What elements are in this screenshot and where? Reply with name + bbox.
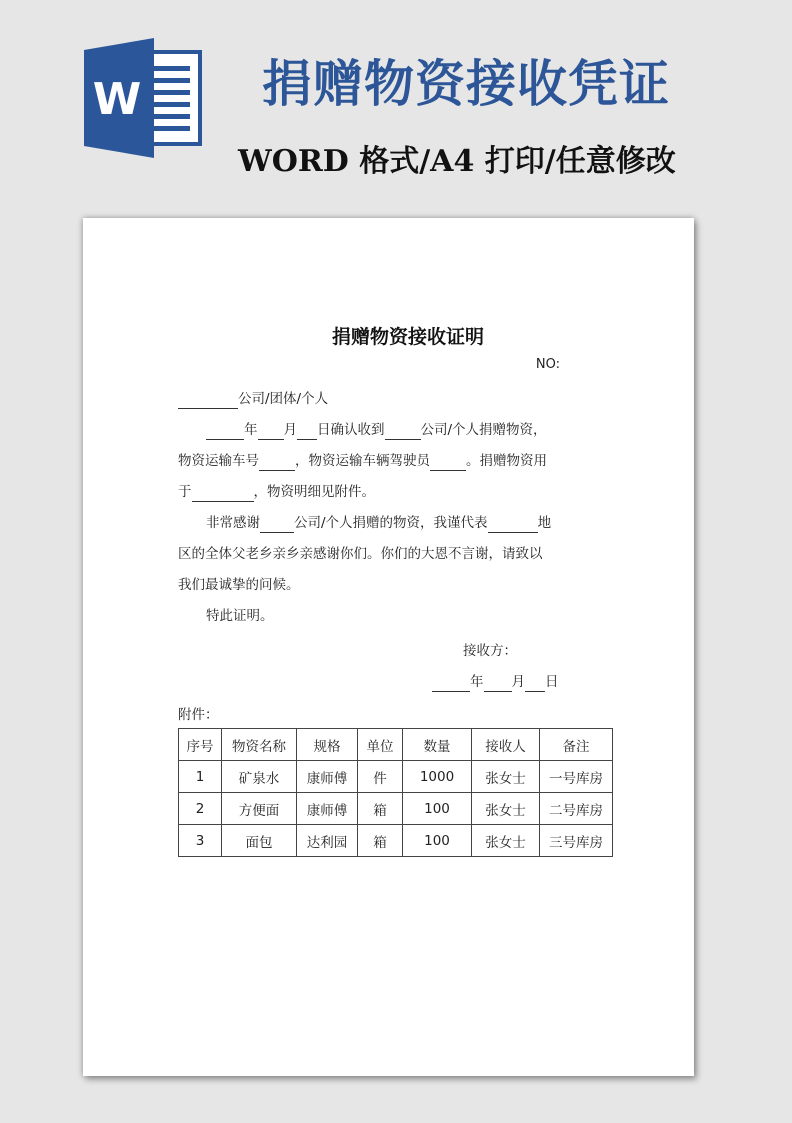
banner-title: 捐赠物资接收凭证 xyxy=(262,54,670,113)
blank-field[interactable] xyxy=(297,421,317,440)
table-header-cell: 备注 xyxy=(540,729,613,761)
line-sign-date xyxy=(178,667,618,698)
attachment-label: 附件： xyxy=(178,707,219,723)
line-thanks xyxy=(178,508,618,539)
table-header-cell: 单位 xyxy=(358,729,403,761)
table-cell: 1 xyxy=(179,761,222,793)
document-page xyxy=(83,218,694,1076)
table-cell: 箱 xyxy=(358,825,403,857)
text: 公司/团体/个人 xyxy=(238,391,329,407)
text: 公司/个人捐赠的物资，我谨代表 xyxy=(294,515,488,531)
table-cell: 1000 xyxy=(403,761,472,793)
table-cell: 100 xyxy=(403,793,472,825)
table-cell: 2 xyxy=(179,793,222,825)
line-thanks-2: 区的全体父老乡亲乡亲感谢你们。你们的大恩不言谢，请致以 xyxy=(178,546,543,562)
table-header-row xyxy=(179,729,613,761)
table-cell: 张女士 xyxy=(472,761,540,793)
text: 物资运输车号 xyxy=(178,453,259,469)
text: 于 xyxy=(178,484,192,500)
line-usage xyxy=(178,477,618,508)
blank-field[interactable] xyxy=(488,514,538,533)
table-cell: 面包 xyxy=(222,825,297,857)
blank-field[interactable] xyxy=(258,421,284,440)
table-cell: 康师傅 xyxy=(297,793,358,825)
table-header-cell: 数量 xyxy=(403,729,472,761)
blank-field[interactable] xyxy=(192,483,254,502)
banner-subtitle: WORD 格式/A4 打印/任意修改 xyxy=(238,144,676,179)
text: 日确认收到 xyxy=(317,422,385,438)
blank-field[interactable] xyxy=(178,390,238,409)
text: 月 xyxy=(511,674,525,690)
text: 日 xyxy=(545,674,559,690)
table-cell: 3 xyxy=(179,825,222,857)
table-row xyxy=(179,825,613,857)
text: 年 xyxy=(244,422,258,438)
blank-field[interactable] xyxy=(206,421,244,440)
blank-field[interactable] xyxy=(525,673,545,692)
table-cell: 件 xyxy=(358,761,403,793)
logo-letter: W xyxy=(92,74,142,125)
text: ，物资明细见附件。 xyxy=(253,484,375,500)
document-title: 捐赠物资接收证明 xyxy=(331,326,484,348)
table-header-cell: 物资名称 xyxy=(222,729,297,761)
table-row xyxy=(179,793,613,825)
text: 月 xyxy=(283,422,297,438)
table-header-cell: 规格 xyxy=(297,729,358,761)
blank-field[interactable] xyxy=(260,514,294,533)
text: 公司/个人捐赠物资， xyxy=(420,422,547,438)
table-cell: 100 xyxy=(403,825,472,857)
table-cell: 矿泉水 xyxy=(222,761,297,793)
text: 地 xyxy=(537,515,552,531)
line-special: 特此证明。 xyxy=(206,608,274,624)
line-recipient xyxy=(178,384,618,415)
document-body xyxy=(178,322,618,731)
table-header-cell: 序号 xyxy=(179,729,222,761)
line-date-received xyxy=(178,415,618,446)
line-thanks-3: 我们最诚挚的问候。 xyxy=(178,577,300,593)
table-cell: 二号库房 xyxy=(540,793,613,825)
receiver-label: 接收方： xyxy=(463,643,517,659)
table-cell: 箱 xyxy=(358,793,403,825)
blank-field[interactable] xyxy=(385,421,421,440)
table-row xyxy=(179,761,613,793)
word-logo-icon xyxy=(84,38,202,158)
blank-field[interactable] xyxy=(432,673,470,692)
table-cell: 张女士 xyxy=(472,825,540,857)
blank-field[interactable] xyxy=(484,673,512,692)
table-cell: 张女士 xyxy=(472,793,540,825)
table-header-cell: 接收人 xyxy=(472,729,540,761)
text: 非常感谢 xyxy=(206,515,260,531)
text: ，物资运输车辆驾驶员 xyxy=(295,453,430,469)
items-table xyxy=(178,728,613,857)
text: 。捐赠物资用 xyxy=(466,453,547,469)
table-cell: 达利园 xyxy=(297,825,358,857)
table-cell: 一号库房 xyxy=(540,761,613,793)
table-cell: 方便面 xyxy=(222,793,297,825)
table-cell: 康师傅 xyxy=(297,761,358,793)
table-cell: 三号库房 xyxy=(540,825,613,857)
number-label: NO: xyxy=(535,357,560,372)
blank-field[interactable] xyxy=(259,452,295,471)
blank-field[interactable] xyxy=(430,452,466,471)
line-vehicle xyxy=(178,446,618,477)
text: 年 xyxy=(470,674,484,690)
